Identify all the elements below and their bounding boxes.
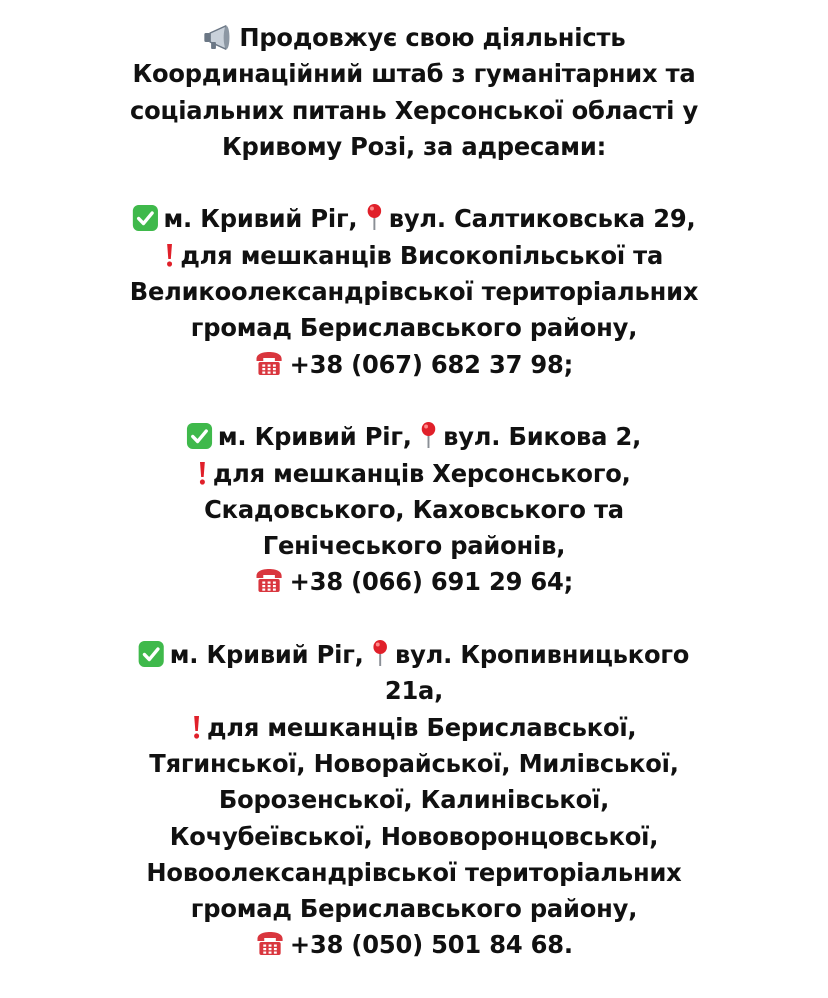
location-1 (0, 201, 828, 382)
intro-line-1: Продовжує свою діяльність (14, 20, 814, 56)
exclamation-icon (197, 460, 207, 486)
location-3-audience-line-1: для мешканців Бериславської, (14, 710, 814, 746)
intro-block (0, 20, 828, 165)
telephone-icon (255, 931, 284, 957)
location-3-audience-line-5: Новоолександрівської територіальних (146, 857, 682, 887)
location-3-phone: +38 (050) 501 84 68. (14, 927, 814, 963)
location-2-audience-line-1: для мешканців Херсонського, (14, 456, 814, 492)
location-pin-icon (366, 203, 383, 231)
location-3-audience-line-4: Кочубеївської, Нововоронцовської, (169, 821, 659, 851)
check-mark-icon (187, 423, 212, 449)
location-3-audience-line-6: громад Бериславського району, (190, 894, 638, 924)
intro-line-4: Кривому Розі, за адресами: (221, 131, 607, 161)
location-3-audience-line-2: Тягинської, Новорайської, Милівської, (149, 748, 679, 778)
location-3 (0, 637, 828, 964)
telephone-icon (255, 351, 284, 377)
location-3-address-cont: 21а, (384, 676, 444, 706)
exclamation-icon (165, 242, 175, 268)
intro-line-2: Координаційний штаб з гуманітарних та (132, 59, 696, 89)
location-2-audience-line-2: Скадовського, Каховського та (204, 494, 624, 524)
location-2-address: м. Кривий Ріг, вул. Бикова 2, (14, 419, 814, 455)
location-1-audience-line-2: Великоолександрівської територіальних (129, 277, 699, 307)
location-3-address: м. Кривий Ріг, вул. Кропивницького (14, 637, 814, 673)
location-1-phone: +38 (067) 682 37 98; (14, 347, 814, 383)
check-mark-icon (133, 205, 158, 231)
location-2-phone: +38 (066) 691 29 64; (14, 564, 814, 600)
exclamation-icon (192, 714, 202, 740)
intro-line-3: соціальних питань Херсонської області у (129, 95, 699, 125)
megaphone-icon (203, 24, 234, 50)
check-mark-icon (139, 641, 164, 667)
location-2-audience-line-3: Генічеського районів, (262, 531, 566, 561)
location-1-audience-line-3: громад Бериславського району, (190, 313, 638, 343)
location-pin-icon (372, 639, 389, 667)
location-2 (0, 419, 828, 600)
location-3-audience-line-3: Борозенської, Калинівської, (218, 785, 610, 815)
location-pin-icon (420, 421, 437, 449)
telephone-icon (255, 568, 284, 594)
location-1-audience-line-1: для мешканців Високопільської та (14, 238, 814, 274)
location-1-address: м. Кривий Ріг, вул. Салтиковська 29, (14, 201, 814, 237)
